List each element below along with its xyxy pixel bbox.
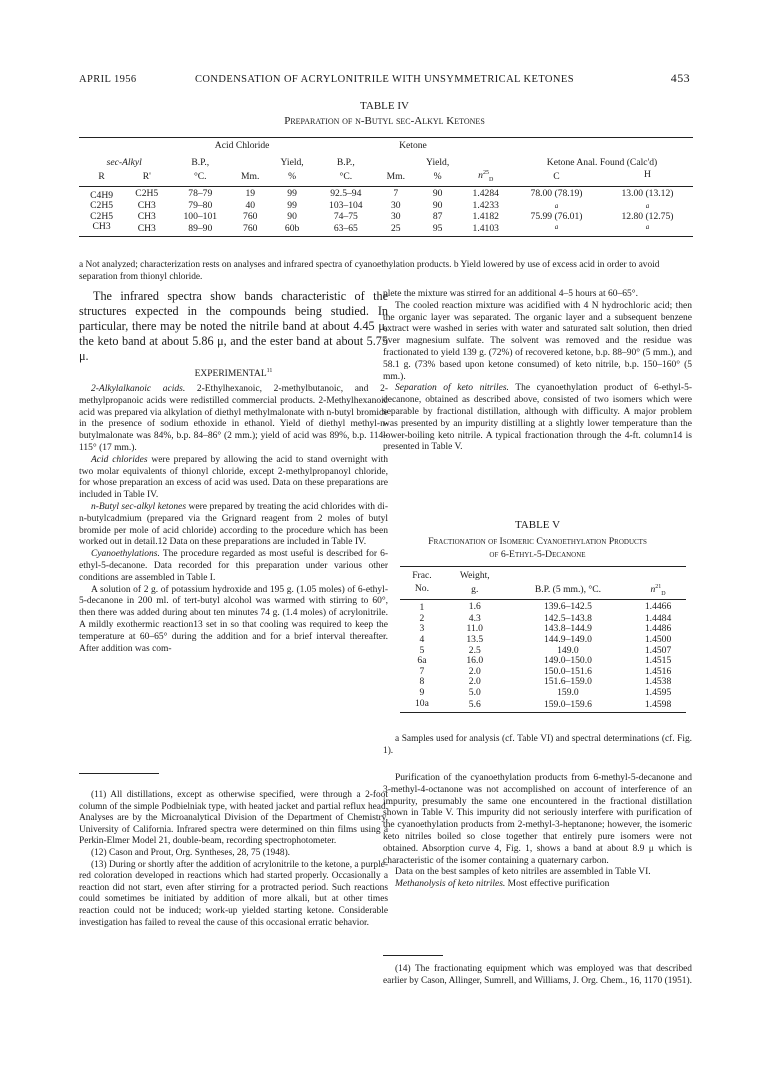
- table4-h-yield2: Yield,: [426, 156, 450, 168]
- paragraph-data: Data on the best samples of keto nitriles are assembled in Table VI.: [395, 867, 651, 878]
- table4-group-ketone: Ketone: [399, 140, 427, 151]
- paragraph-alkanoic-acids: 2-Alkylalkanoic acids. 2-Ethylhexanoic, 2-methylbutanoic, and 2-methylpropanoic acids were redistilled commercial products. 2-Methylhexanoic acid was prepared via alkylation of diethyl methylmalonate with n-butyl bromide in the presence of sodium ethoxide in ethanol. Yield of diethyl methyl-n-butylmalonate was 84%, b.p. 84–86° (2 mm.); yield of acid was 89%, b.p. 114–115° (17 mm.).: [79, 384, 388, 453]
- footnote-divider: [79, 773, 159, 774]
- right-footnotes: [383, 964, 692, 987]
- table4-h-pct1: %: [288, 170, 297, 182]
- table4-group-acid: Acid Chloride: [214, 140, 270, 151]
- table-row: 9 5.0 159.0 1.4595: [419, 687, 672, 699]
- table5-h-bp: B.P. (5 mm.), °C.: [534, 584, 602, 596]
- table4-label: TABLE IV: [360, 100, 409, 112]
- experimental-heading: EXPERIMENTAL$^{11}$: [194, 368, 273, 380]
- table4-title: Preparation of n-Butyl sec-Alkyl Ketones: [284, 115, 485, 127]
- paragraph-solution: A solution of 2 g. of potassium hydroxide and 195 g. (1.05 moles) of 6-ethyl-5-decanone in 200 ml. of tert-butyl alcohol was warmed with stirring to 60°, then there was added during about ten minutes 74 g. (1.4 moles) of acrylonitrile. A mildly exothermic reaction13 set in so that cooling was required to keep the temperature at 60–65° during the addition and for a brief interval thereafter. After addition was com-: [79, 584, 388, 654]
- table-row: C2H5 CH3 79–80 40 99 103–104 30 90 1.4233 a a: [90, 200, 650, 212]
- footnote-12: (12) Cason and Prout, Org. Syntheses, 28, 75 (1948).: [91, 847, 291, 858]
- right-column-top: [383, 289, 692, 454]
- paragraph-ketones: n-Butyl sec-alkyl ketones were prepared by treating the acid chlorides with di-n-butylcadmium (prepared via the Grignard reagent from 2 moles of butyl bromide per mole of acid chloride) according to the procedure which has been worked out in detail.12 Data on these preparations are included in Table IV.: [79, 501, 388, 548]
- table-row: 6a 16.0 149.0–150.0 1.4515: [417, 655, 672, 667]
- table4-h-bp1: B.P.,: [191, 156, 210, 168]
- table-row: 10a 5.6 159.0–159.6 1.4598: [400, 699, 686, 713]
- left-column-body: [79, 384, 388, 655]
- paragraph-acid-chlorides: Acid chlorides were prepared by allowing the acid to stand overnight with two molar equivalents of thionyl chloride, except 2-methylpropanoyl chloride, for whose preparation an excess of acid was used. Data on these preparations are included in Table IV.: [79, 454, 389, 501]
- table-row: 5 2.5 149.0 1.4507: [419, 644, 672, 656]
- table5-h-nd: $n^{21}_D$: [650, 583, 666, 597]
- table4-h-degc1: °C.: [193, 170, 207, 182]
- table4: [79, 137, 693, 237]
- table4-footnote: a Not analyzed; characterization rests on analyses and infrared spectra of cyanoethylation products. b Yield lowered by use of excess acid in order to avoid separation from thionyl chloride.: [79, 260, 660, 282]
- running-header-date: APRIL 1956: [79, 74, 137, 85]
- table-row: CH3 CH3 89–90 760 60b 63–65 25 95 1.4103 a a: [79, 222, 693, 236]
- table4-h-h: H: [644, 169, 651, 181]
- paragraph-separation: Separation of keto nitriles. The cyanoethylation product of 6-ethyl-5-decanone, obtained as described above, consisted of two isomers which were separable by fractional distillation, although with difficulty. A major problem was presented by an impurity distilling at a slightly lower temperature than the lower-boiling keto nitrile. A typical fractionation through the 4-ft. column14 is presented in Table V.: [383, 383, 692, 453]
- table4-h-secalkyl: sec-Alkyl: [106, 156, 142, 168]
- table4-h-nd: $n^{25}_D$: [478, 170, 494, 184]
- table5-label: TABLE V: [514, 519, 561, 531]
- table-row: 1 1.6 139.6–142.5 1.4466: [419, 600, 672, 614]
- table-row: 8 2.0 151.6–159.0 1.4538: [419, 676, 672, 688]
- footnote-11: (11) All distillations, except as otherwise specified, were through a 2-foot column of the simple Podbielniak type, with heated jacket and partial reflux head. Analyses are by the Microanalytical Division of the Department of Chemistry, University of California. Infrared spectra were determined on thin films using a Perkin-Elmer Model 21, double-beam, recording spectrophotometer.: [79, 790, 388, 847]
- paragraph-workup: The cooled reaction mixture was acidified with 4 N hydrochloric acid; then the organic layer was separated. The organic layer and a subsequent benzene extract were washed in series with water and saturated salt solution, then dried over magnesium sulfate. The solvent was removed and the residue was fractionated to yield 139 g. (72%) of recovered ketone, b.p. 88–90° (5 mm.), and 58.1 g. (73% based upon ketone consumed) of keto nitrile, b.p. 150–160° (5 mm.).: [383, 300, 692, 382]
- table-row: 3 11.0 143.8–144.9 1.4486: [419, 623, 672, 635]
- table-row: 7 2.0 150.0–151.6 1.4516: [419, 665, 672, 677]
- table4-h-anal: Ketone Anal. Found (Calc'd): [546, 156, 658, 168]
- table5-title-1: Fractionation of Isomeric Cyanoethylation Products: [428, 536, 647, 547]
- left-footnotes: [79, 790, 388, 929]
- table4-h-mm1: Mm.: [241, 170, 260, 182]
- table5-h-no: No.: [414, 582, 429, 594]
- page-number: 453: [670, 71, 690, 85]
- table-row: 4 13.5 144.9–149.0 1.4500: [419, 634, 672, 646]
- table-row: 2 4.3 142.5–143.8 1.4484: [419, 612, 672, 624]
- table5: [400, 566, 686, 713]
- paragraph-stir: plete the mixture was stirred for an additional 4–5 hours at 60–65°.: [383, 289, 638, 299]
- table5-h-weight: Weight,: [459, 570, 490, 581]
- table4-h-bp2: B.P.,: [336, 156, 355, 168]
- intro-paragraph: The infrared spectra show bands characteristic of the structures expected in the compounds being studied. In particular, there may be noted the nitrile band at about 4.45 μ, the keto band at about 5.86 μ, and the ester band at about 5.75 μ.: [79, 289, 388, 363]
- footnote-13: (13) During or shortly after the addition of acrylonitrile to the ketone, a purple-red coloration developed in reactions which had started properly. Occasionally a reaction did not start, even after stirring for a protracted period. Such reactions could sometimes be initiated by addition of more alkali, but at other times reaction could not be induced; work-up yielded starting ketone. Considerable investigation has failed to reveal the cause of this occasional erratic behavior.: [79, 859, 388, 928]
- table-row: C2H5 CH3 100–101 760 90 74–75 30 87 1.4182 75.99 (76.01) 12.80 (12.75): [90, 210, 674, 222]
- table5-h-g: g.: [471, 584, 479, 596]
- left-column-intro: [79, 289, 388, 364]
- table4-h-c: C: [553, 170, 560, 182]
- right-column-bottom: [383, 773, 692, 891]
- table4-h-pct2: %: [433, 170, 442, 182]
- paragraph-purification: Purification of the cyanoethylation products from 6-methyl-5-decanone and 3-methyl-4-octanone was not accomplished on account of interference of an impurity, presumably the same one encountered in the fractional distillation shown in Table V. This impurity did not seriously interfere with purification of the cyanoethylation products from 2-methyl-3-heptanone; however, the isomeric keto nitriles boiled so close together that entirely pure isomers were not obtained. Absorption curve 4, Fig. 1, shows a band at about 8.9 μ which is characteristic of the isomer containing a quaternary carbon.: [383, 773, 692, 866]
- table5-title-2: of 6-Ethyl-5-Decanone: [489, 549, 586, 560]
- paragraph-methanolysis: Methanolysis of keto nitriles. Most effective purification: [395, 879, 610, 890]
- footnote-divider-right: [383, 955, 443, 956]
- table4-h-r2: R': [142, 170, 151, 182]
- running-header-title: CONDENSATION OF ACRYLONITRILE WITH UNSYMMETRICAL KETONES: [195, 74, 574, 85]
- table-row: C4H9 C2H5 78–79 19 99 92.5–94 7 90 1.4284 78.00 (78.19) 13.00 (13.12): [90, 187, 674, 201]
- table5-h-frac: Frac.: [412, 570, 432, 581]
- table4-h-yield1: Yield,: [280, 156, 304, 168]
- footnote-14: (14) The fractionating equipment which was employed was that described earlier by Cason, Allinger, Sumrell, and Williams, J. Org. Chem., 16, 1170 (1951).: [383, 964, 692, 986]
- table4-h-mm2: Mm.: [386, 170, 405, 182]
- table5-footnote: a Samples used for analysis (cf. Table VI) and spectral determinations (cf. Fig. 1).: [383, 734, 692, 756]
- paragraph-cyanoethylations: Cyanoethylations. The procedure regarded as most useful is described for 6-ethyl-5-decanone. Data recorded for this preparation under various other conditions are assembled in Table I.: [79, 549, 388, 583]
- table4-h-degc2: °C.: [339, 170, 353, 182]
- table4-h-r: R: [98, 170, 105, 182]
